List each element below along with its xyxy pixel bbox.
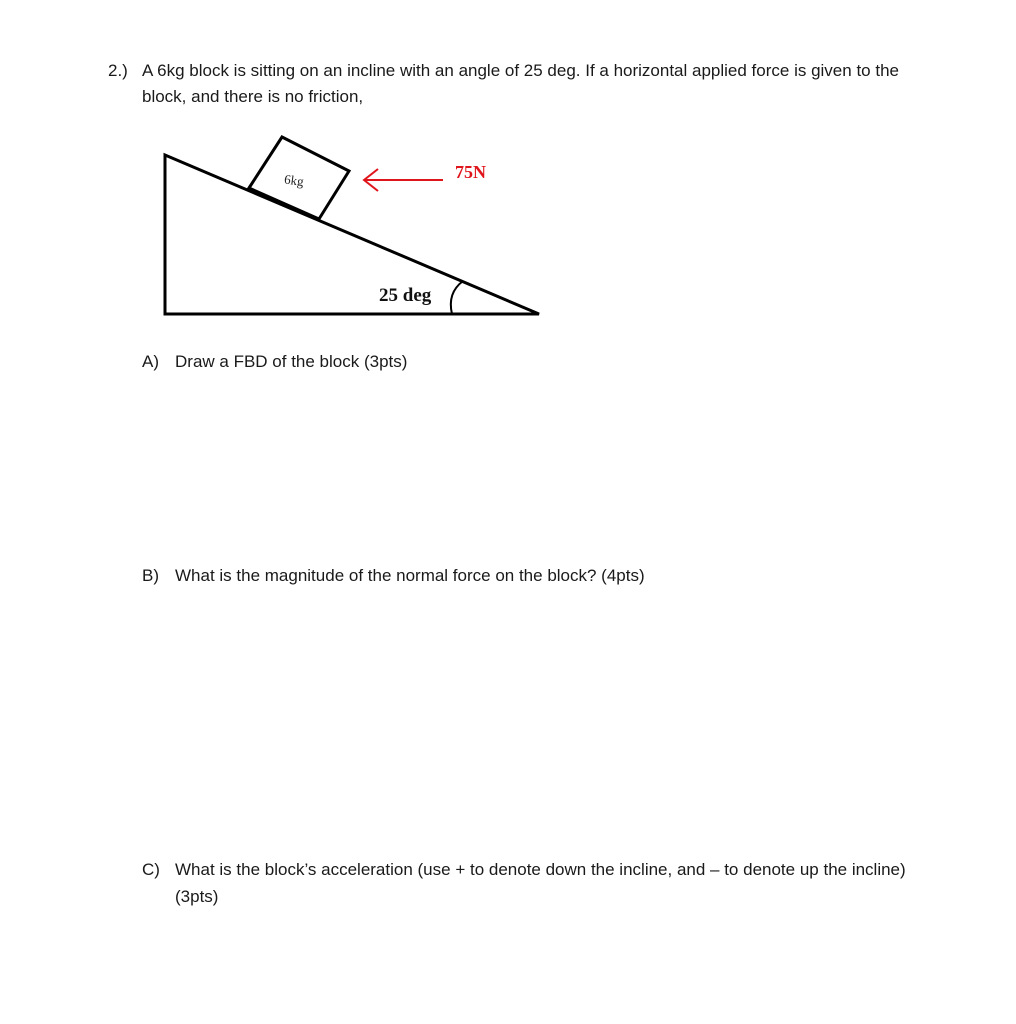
part-b	[142, 562, 942, 592]
part-a	[142, 348, 942, 378]
question-number: 2.)	[108, 61, 128, 80]
applied-force-arrow	[364, 169, 443, 191]
part-c-letter: C)	[142, 860, 160, 879]
part-c-text: What is the block’s acceleration (use + to denote down the incline, and – to denote up the incline) (3pts)	[175, 860, 906, 906]
part-a-text: Draw a FBD of the block (3pts)	[175, 352, 408, 371]
angle-arc	[451, 281, 463, 314]
part-b-letter: B)	[142, 566, 159, 585]
part-c	[142, 856, 942, 916]
force-label: 75N	[455, 162, 486, 182]
block-label: 6kg	[283, 171, 305, 189]
question-text: A 6kg block is sitting on an incline with an angle of 25 deg. If a horizontal applied force is given to the block, and there is no friction,	[142, 61, 899, 106]
angle-label: 25 deg	[379, 285, 432, 306]
part-a-letter: A)	[142, 352, 159, 371]
part-b-text: What is the magnitude of the normal force on the block? (4pts)	[175, 566, 645, 585]
